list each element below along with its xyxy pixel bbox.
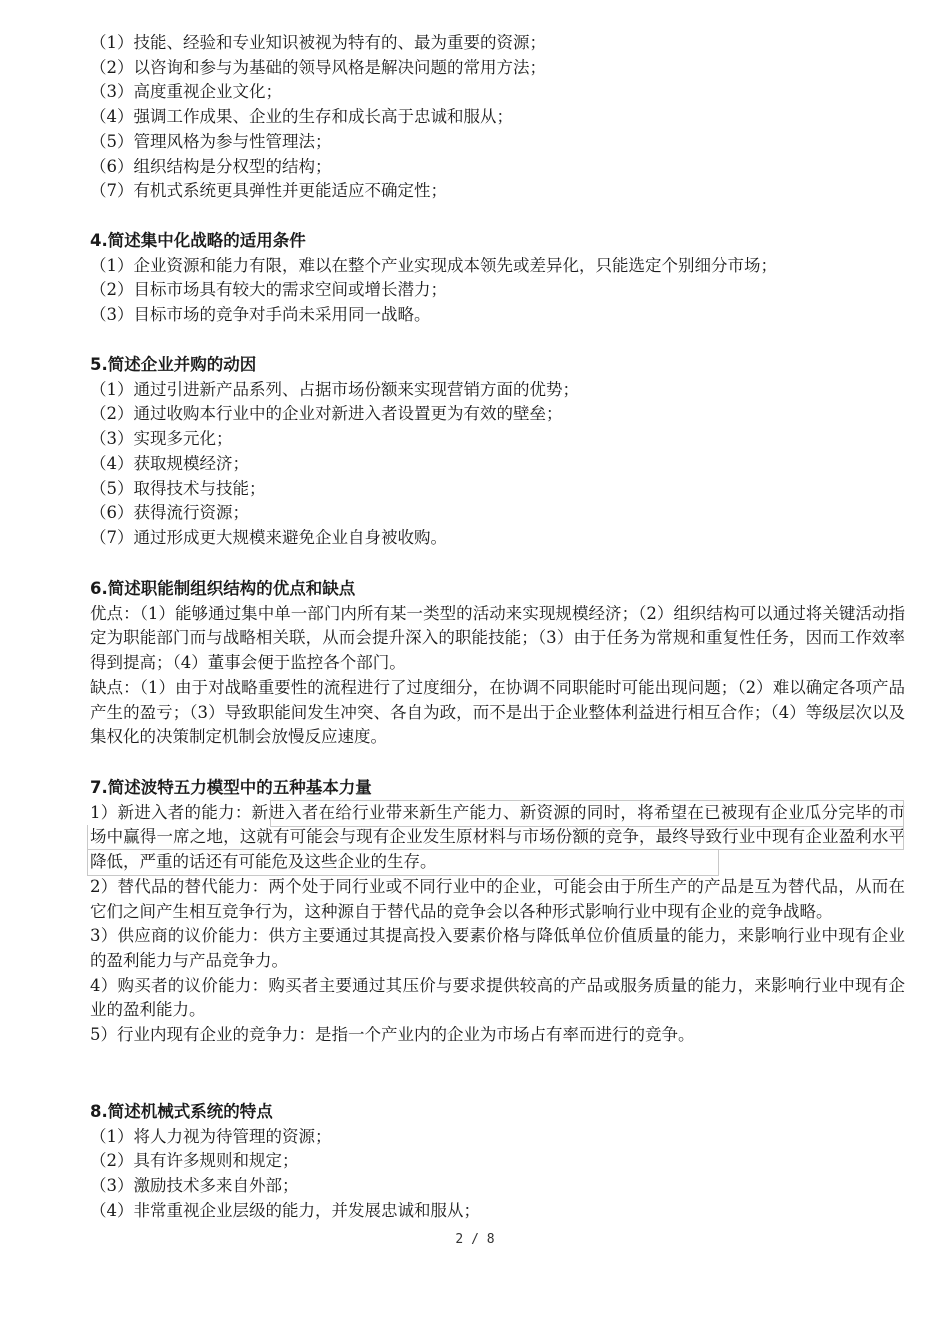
list-item: （7）通过形成更大规模来避免企业自身被收购。 (90, 527, 447, 547)
page-number: 2 / 8 (455, 1232, 495, 1247)
list-item: （2）具有许多规则和规定； (90, 1151, 299, 1171)
cons-paragraph: 缺点：（1）由于对战略重要性的流程进行了过度细分，在协调不同职能时可能出现问题；（2）难以确定各项产品产生的盈亏；（3）导致职能间发生冲突、各自为政，而不是出于企业整体利益进行相互合作；（4）等级层次以及集权化的决策制定机制会放慢反应速度。 (90, 677, 905, 747)
pros-paragraph: 优点：（1）能够通过集中单一部门内所有某一类型的活动来实现规模经济；（2）组织结构可以通过将关键活动指定为职能部门而与战略相关联，从而会提升深入的职能技能；（3）由于任务为常规和重复性任务，因而工作效率得到提高；（4）董事会便于监控各个部门。 (90, 603, 905, 673)
section-5 (90, 353, 905, 551)
list-item: （4）获取规模经济； (90, 453, 249, 473)
substitutes-paragraph: 2）替代品的替代能力：两个处于同行业或不同行业中的企业，可能会由于所生产的产品是互为替代品，从而在它们之间产生相互竞争行为，这种源自于替代品的竞争会以各种形式影响行业中现有企业的竞争战略。 (90, 876, 905, 921)
list-item: （2）通过收购本行业中的企业对新进入者设置更为有效的壁垒； (90, 404, 563, 424)
section-heading: 5.简述企业并购的动因 (90, 355, 257, 374)
list-item: （2）目标市场具有较大的需求空间或增长潜力； (90, 280, 447, 300)
section-7 (90, 776, 905, 1048)
list-item: （3）激励技术多来自外部； (90, 1176, 299, 1196)
list-item: （3）高度重视企业文化； (90, 82, 282, 102)
list-item: （3）目标市场的竞争对手尚未采用同一战略。 (90, 305, 431, 325)
list-item: （5）管理风格为参与性管理法； (90, 131, 332, 151)
section-6 (90, 577, 905, 750)
force-label: 1）新进入者的能力： (90, 802, 252, 822)
list-item: （6）组织结构是分权型的结构； (90, 156, 332, 176)
organic-system-list (90, 31, 905, 204)
suppliers-paragraph: 3）供应商的议价能力：供方主要通过其提高投入要素价格与降低单位价值质量的能力，来影响行业中现有企业的盈利能力与产品竞争力。 (90, 926, 905, 970)
list-item: （6）获得流行资源； (90, 503, 249, 523)
list-item: （1）通过引进新产品系列、占据市场份额来实现营销方面的优势； (90, 379, 579, 399)
list-item: （2）以咨询和参与为基础的领导风格是解决问题的常用方法； (90, 57, 546, 77)
list-item: （7）有机式系统更具弹性并更能适应不确定性； (90, 181, 447, 201)
list-item: （1）将人力视为待管理的资源； (90, 1126, 332, 1146)
section-heading: 8.简述机械式系统的特点 (90, 1102, 273, 1121)
list-item: （1）技能、经验和专业知识被视为特有的、最为重要的资源； (90, 33, 546, 52)
buyers-paragraph: 4）购买者的议价能力：购买者主要通过其压价与要求提供较高的产品或服务质量的能力，来影响行业中现有企业的盈利能力。 (90, 975, 905, 1020)
list-item: （1）企业资源和能力有限，难以在整个产业实现成本领先或差异化，只能选定个别细分市场； (90, 255, 777, 275)
section-4 (90, 229, 905, 328)
section-8 (90, 1100, 905, 1224)
section-heading: 6.简述职能制组织结构的优点和缺点 (90, 579, 356, 598)
list-item: （3）实现多元化； (90, 429, 233, 449)
list-item: （5）取得技术与技能； (90, 478, 266, 498)
list-item: （4）非常重视企业层级的能力，并发展忠诚和服从； (90, 1200, 480, 1220)
force-description: 新进入者在给行业带来新生产能力、新资源的同时，将希望在已被现有企业瓜分完毕的市场中赢得一席之地，这就有可能会与现有企业发生原材料与市场份额的竞争，最终导致行业中现有企业盈利水平降低，严重的话还有可能危及这些企业的生存。 (90, 802, 906, 872)
rivalry-paragraph: 5）行业内现有企业的竞争力：是指一个产业内的企业为市场占有率而进行的竞争。 (90, 1025, 695, 1045)
new-entrants-paragraph (90, 801, 905, 875)
list-item: （4）强调工作成果、企业的生存和成长高于忠诚和服从； (90, 107, 513, 127)
section-heading: 7.简述波特五力模型中的五种基本力量 (90, 778, 372, 797)
section-heading: 4.简述集中化战略的适用条件 (90, 231, 306, 250)
